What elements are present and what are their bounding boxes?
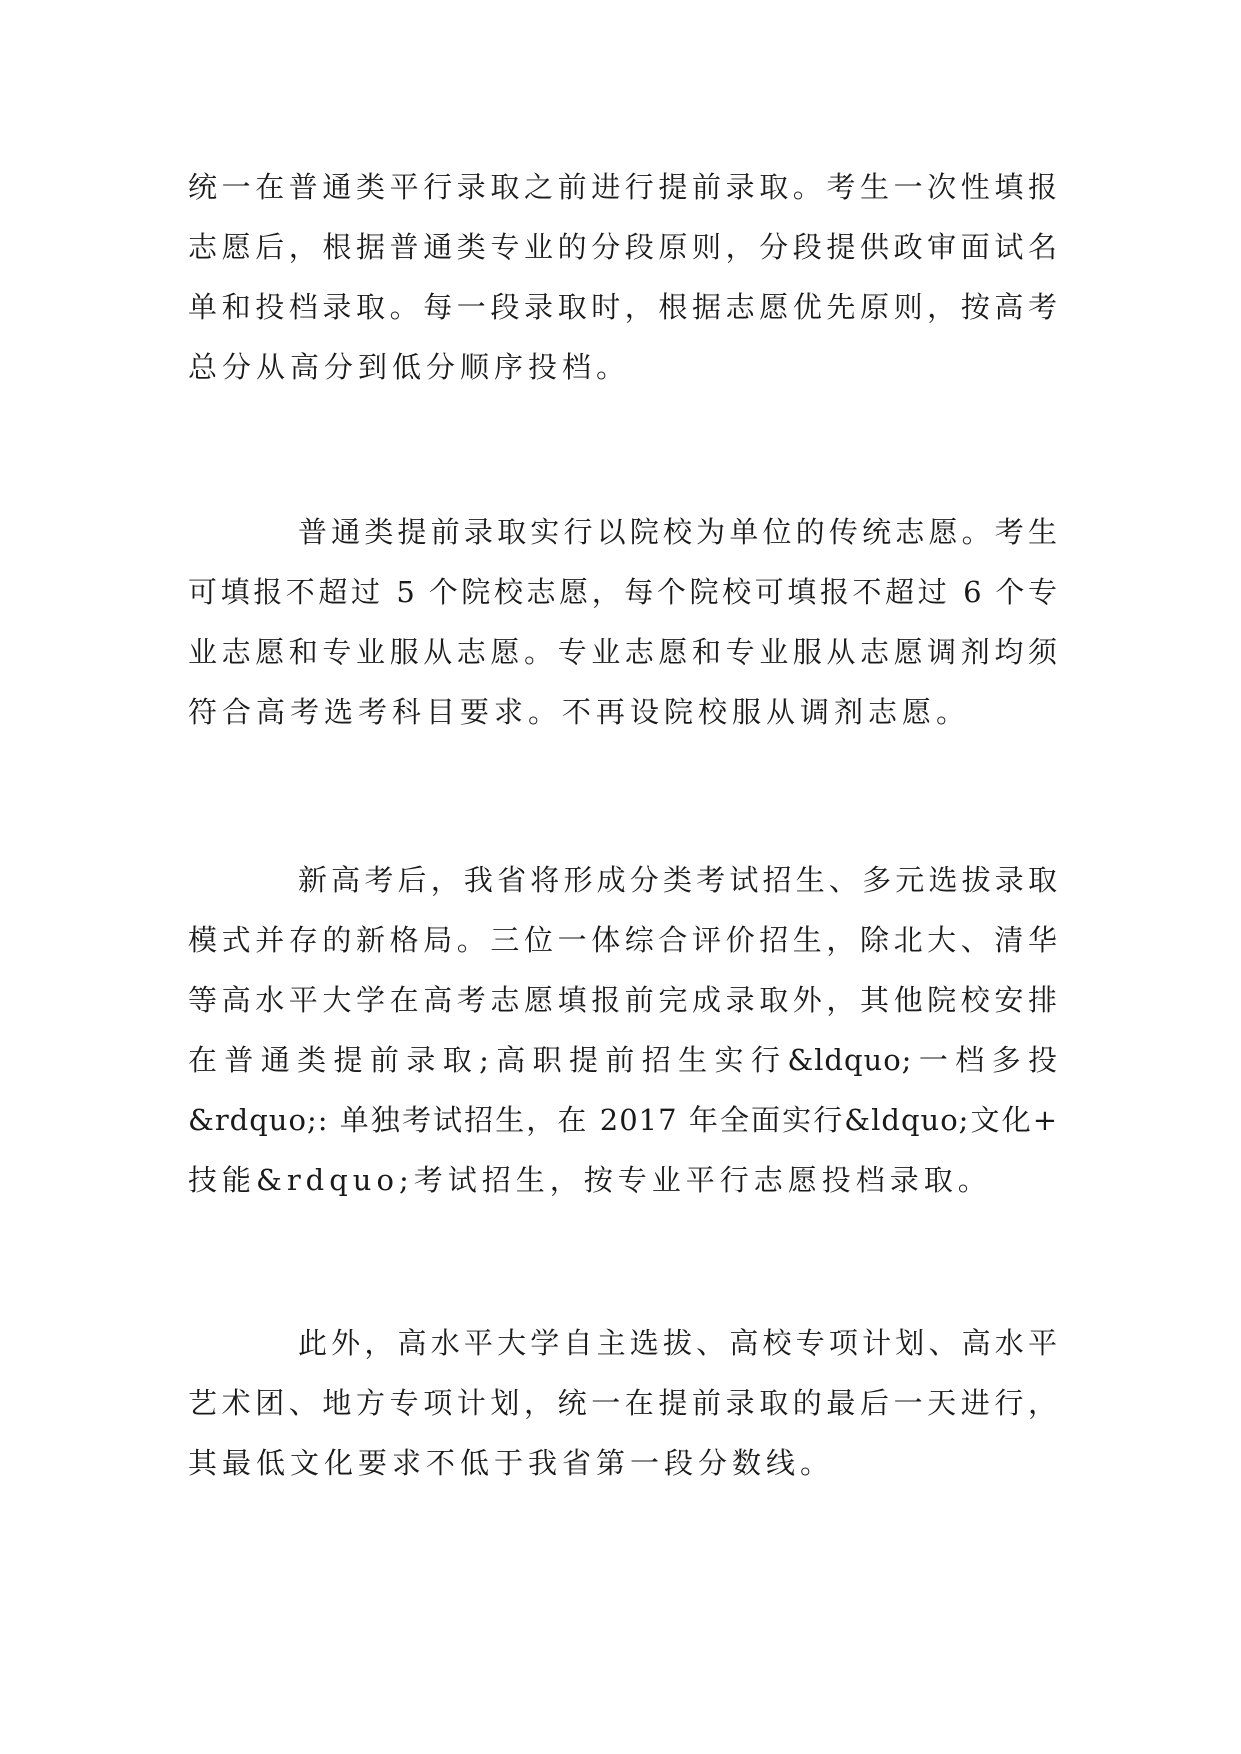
text-line: 符合高考选考科目要求。不再设院校服从调剂志愿。 [188, 695, 971, 729]
text-line: 等高水平大学在高考志愿填报前完成录取外，其他院校安排 [188, 983, 1058, 1017]
text-line: &rdquo;: 单独考试招生，在 2017 年全面实行&ldquo;文化+ [188, 1103, 1058, 1137]
paragraph-2 [188, 502, 1058, 742]
text-line: 可填报不超过 5 个院校志愿，每个院校可填报不超过 6 个专 [188, 575, 1058, 609]
paragraph-4 [188, 1313, 1058, 1493]
paragraph-1 [188, 157, 1058, 397]
text-line: 志愿后，根据普通类专业的分段原则，分段提供政审面试名 [188, 230, 1058, 264]
text-line: 单和投档录取。每一段录取时，根据志愿优先原则，按高考 [188, 290, 1058, 324]
paragraph-3 [188, 850, 1058, 1210]
text-line: 在普通类提前录取;高职提前招生实行&ldquo;一档多投 [188, 1043, 1058, 1077]
text-line: 普通类提前录取实行以院校为单位的传统志愿。考生 [298, 515, 1058, 549]
text-line: 总分从高分到低分顺序投档。 [188, 350, 631, 384]
text-line: 此外，高水平大学自主选拔、高校专项计划、高水平 [298, 1326, 1058, 1360]
text-line: 技能&rdquo;考试招生，按专业平行志愿投档录取。 [188, 1163, 992, 1197]
text-line: 其最低文化要求不低于我省第一段分数线。 [188, 1446, 835, 1480]
text-line: 业志愿和专业服从志愿。专业志愿和专业服从志愿调剂均须 [188, 635, 1058, 669]
text-line: 艺术团、地方专项计划，统一在提前录取的最后一天进行， [188, 1386, 1058, 1420]
text-line: 新高考后，我省将形成分类考试招生、多元选拔录取 [298, 863, 1058, 897]
text-line: 模式并存的新格局。三位一体综合评价招生，除北大、清华 [188, 923, 1058, 957]
text-line: 统一在普通类平行录取之前进行提前录取。考生一次性填报 [188, 170, 1058, 204]
